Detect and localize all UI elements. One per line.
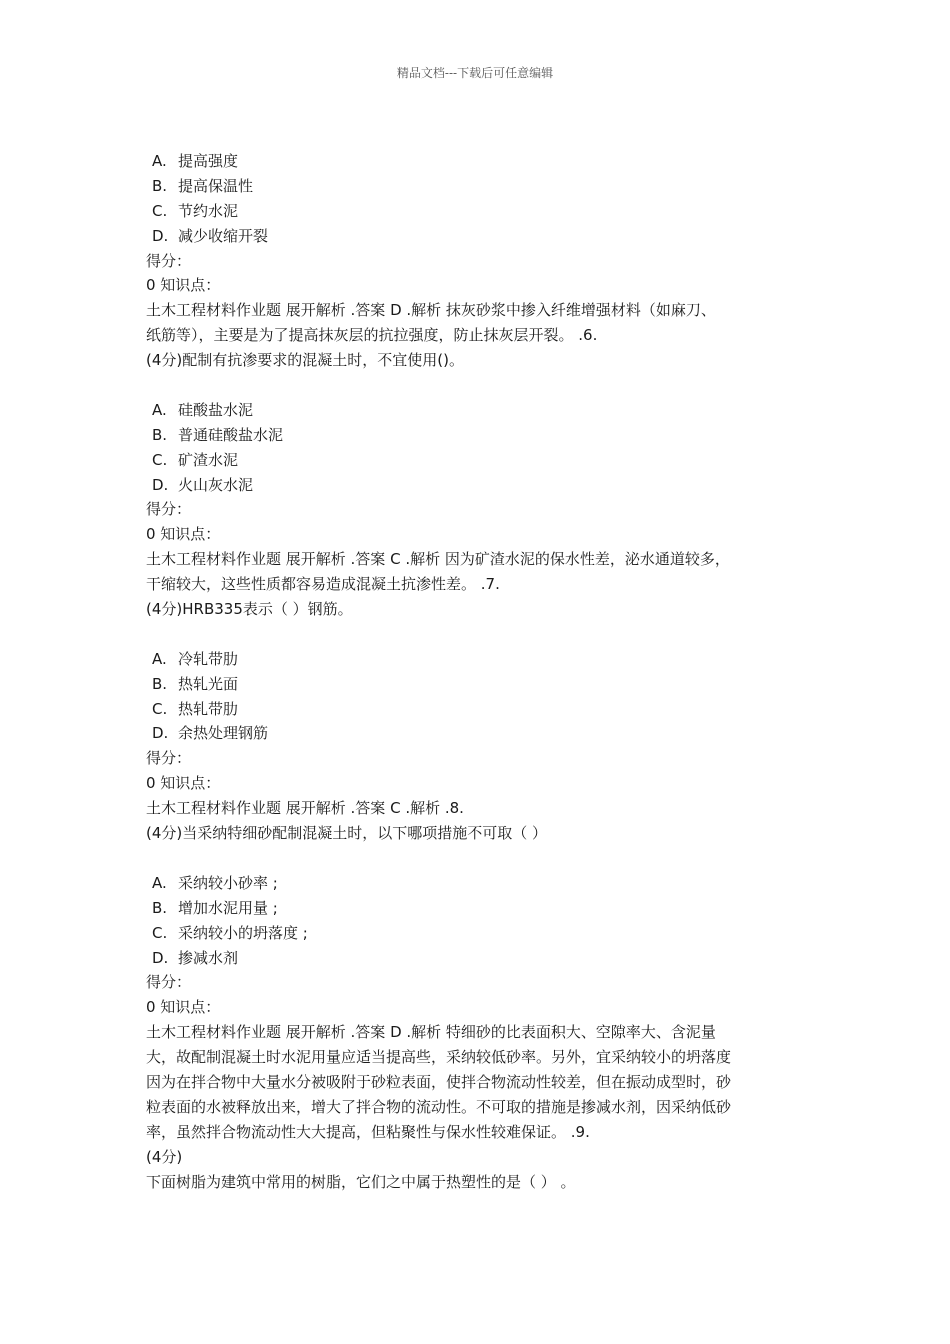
page-header: 精品文档---下载后可任意编辑 (396, 66, 554, 80)
explanation-line: 粒表面的水被释放出来，增大了拌合物的流动性。不可取的措施是掺减水剂，因采纳低砂 (146, 1097, 732, 1116)
knowledge-label: 0 知识点： (146, 525, 221, 544)
option-b: B. 普通硅酸盐水泥 (152, 425, 284, 444)
knowledge-label: 0 知识点： (146, 276, 221, 295)
explanation-line: 干缩较大，这些性质都容易造成混凝土抗渗性差。 .7. (146, 575, 500, 594)
option-c: C. 采纳较小的坍落度 ; (152, 923, 308, 942)
option-d: D. 掺减水剂 (152, 948, 239, 967)
spacer (146, 373, 826, 398)
explanation-line: 因为在拌合物中大量水分被吸附于砂粒表面，使拌合物流动性较差，但在振动成型时，砂 (146, 1072, 732, 1091)
option-c: C. 节约水泥 (152, 201, 239, 220)
document-body (146, 149, 826, 1194)
option-a: A. 提高强度 (152, 152, 239, 170)
explanation-line: 土木工程材料作业题 展开解析 .答案 C .解析 .8. (146, 799, 464, 818)
explanation-line: 纸筋等），主要是为了提高抹灰层的抗拉强度，防止抹灰层开裂。 .6. (146, 326, 598, 345)
option-d: D. 减少收缩开裂 (152, 226, 269, 245)
question-title: (4分)HRB335表示（ ）钢筋。 (146, 600, 353, 619)
knowledge-label: 0 知识点： (146, 998, 221, 1017)
explanation-line: 土木工程材料作业题 展开解析 .答案 D .解析 抹灰砂浆中掺入纤维增强材料（如麻刀、 (146, 301, 716, 320)
knowledge-label: 0 知识点： (146, 774, 221, 793)
question-title: 下面树脂为建筑中常用的树脂，它们之中属于热塑性的是（ ） 。 (146, 1172, 576, 1191)
score-label: 得分： (146, 973, 192, 992)
spacer (146, 846, 826, 871)
option-a: A. 采纳较小砂率 ; (152, 873, 278, 892)
score-label: 得分： (146, 251, 192, 270)
option-b: B. 增加水泥用量 ; (152, 898, 278, 917)
question-title: (4分)当采纳特细砂配制混凝土时，以下哪项措施不可取（ ） (146, 824, 548, 843)
score-label: 得分： (146, 749, 192, 768)
option-b: B. 热轧光面 (152, 674, 239, 693)
score-label: 得分： (146, 500, 192, 519)
option-d: D. 余热处理钢筋 (152, 724, 269, 743)
question-points: (4分) (146, 1147, 183, 1166)
spacer (146, 622, 826, 647)
option-b: B. 提高保温性 (152, 176, 254, 195)
explanation-line: 土木工程材料作业题 展开解析 .答案 C .解析 因为矿渣水泥的保水性差，泌水通道较多， (146, 550, 730, 569)
explanation-line: 土木工程材料作业题 展开解析 .答案 D .解析 特细砂的比表面积大、空隙率大、含泥量 (146, 1023, 716, 1042)
option-c: C. 热轧带肋 (152, 699, 239, 718)
explanation-line: 率，虽然拌合物流动性大大提高，但粘聚性与保水性较难保证。 .9. (146, 1122, 590, 1141)
option-d: D. 火山灰水泥 (152, 475, 254, 494)
question-title: (4分)配制有抗渗要求的混凝土时，不宜使用()。 (146, 351, 464, 370)
explanation-line: 大，故配制混凝土时水泥用量应适当提高些，采纳较低砂率。另外，宜采纳较小的坍落度 (146, 1048, 732, 1067)
option-a: A. 硅酸盐水泥 (152, 400, 254, 419)
option-a: A. 冷轧带肋 (152, 649, 239, 668)
option-c: C. 矿渣水泥 (152, 450, 239, 469)
